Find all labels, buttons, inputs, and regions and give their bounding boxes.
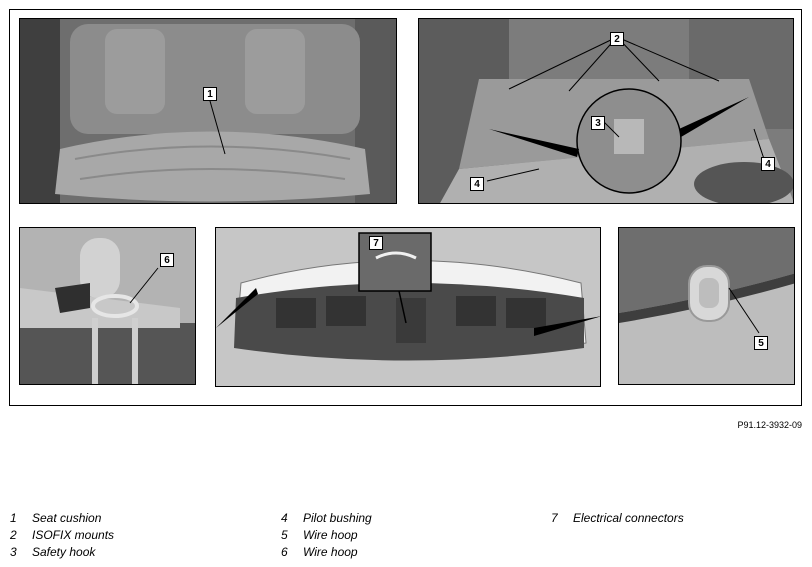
- seat-cushion-illustration: [20, 19, 397, 204]
- wire-hoop-left-illustration: [20, 228, 196, 385]
- figure-id: P91.12-3932-09: [737, 420, 802, 430]
- callout-3: 3: [591, 116, 605, 130]
- legend-item-3: [10, 545, 95, 559]
- legend-label: ISOFIX mounts: [32, 528, 115, 542]
- figure-frame: [9, 9, 802, 406]
- callout-7: 7: [369, 236, 383, 250]
- legend-number: 6: [281, 545, 288, 559]
- legend-number: 7: [551, 511, 558, 525]
- legend-label: Wire hoop: [303, 528, 358, 542]
- photo-cushion-underside: [215, 227, 601, 387]
- callout-4-right: 4: [761, 157, 775, 171]
- callout-1: 1: [203, 87, 217, 101]
- cushion-underside-illustration: [216, 228, 601, 387]
- legend-item-2: [10, 528, 114, 542]
- callout-2: 2: [610, 32, 624, 46]
- legend-label: Seat cushion: [32, 511, 102, 525]
- legend-number: 5: [281, 528, 288, 542]
- photo-wire-hoop-right: [618, 227, 795, 385]
- legend-label: Pilot bushing: [303, 511, 372, 525]
- callout-6: 6: [160, 253, 174, 267]
- legend-item-6: [281, 545, 358, 559]
- legend-item-1: [10, 511, 101, 525]
- legend-label: Wire hoop: [303, 545, 358, 559]
- legend-item-4: [281, 511, 372, 525]
- photo-rear-seat-cushion: [19, 18, 397, 204]
- legend-item-7: [551, 511, 684, 525]
- callout-4-left: 4: [470, 177, 484, 191]
- legend-label: Electrical connectors: [573, 511, 684, 525]
- legend-number: 4: [281, 511, 288, 525]
- wire-hoop-right-illustration: [619, 228, 795, 385]
- photo-floor-isofix: [418, 18, 794, 204]
- photo-wire-hoop-left: [19, 227, 196, 385]
- callout-5: 5: [754, 336, 768, 350]
- legend-number: 3: [10, 545, 17, 559]
- legend-number: 1: [10, 511, 17, 525]
- legend-item-5: [281, 528, 358, 542]
- legend-label: Safety hook: [32, 545, 96, 559]
- legend-number: 2: [10, 528, 17, 542]
